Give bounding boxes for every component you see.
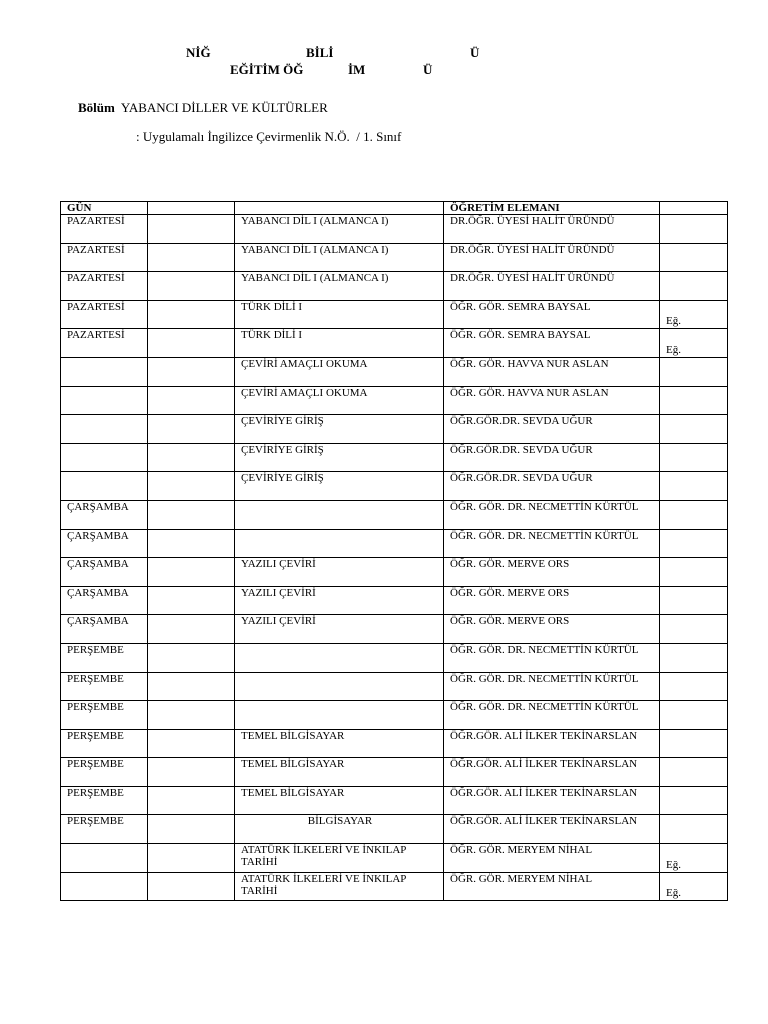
header-course — [235, 202, 444, 215]
row-instructor-cell: ÖĞR.GÖR. ALİ İLKER TEKİNARSLAN — [444, 729, 660, 758]
row-time-cell — [148, 272, 235, 301]
row-note-cell — [660, 500, 728, 529]
row-course-cell: TEMEL BİLGİSAYAR — [235, 786, 444, 815]
header-line2-part2: İM — [348, 62, 366, 77]
table-row — [61, 357, 728, 386]
row-instructor-cell: ÖĞR.GÖR. ALİ İLKER TEKİNARSLAN — [444, 815, 660, 844]
program-line: : Uygulamalı İngilizce Çevirmenlik N.Ö. / 1. Sınıf — [136, 129, 402, 144]
table-row — [61, 272, 728, 301]
row-course-cell: YAZILI ÇEVİRİ — [235, 558, 444, 587]
row-course-cell: TEMEL BİLGİSAYAR — [235, 729, 444, 758]
row-day-cell: ÇARŞAMBA — [61, 586, 148, 615]
row-time-cell — [148, 729, 235, 758]
row-course-cell — [235, 529, 444, 558]
table-row — [61, 558, 728, 587]
row-day-cell: PERŞEMBE — [61, 672, 148, 701]
row-note-cell — [660, 701, 728, 730]
row-note-cell — [660, 243, 728, 272]
row-course-cell: TÜRK DİLİ I — [235, 329, 444, 358]
table-header-row — [61, 202, 728, 215]
row-note-cell — [660, 472, 728, 501]
header-line1-part1: NİĞ — [186, 45, 211, 60]
row-note-cell — [660, 272, 728, 301]
table-row — [61, 243, 728, 272]
row-course-cell: YABANCI DİL I (ALMANCA I) — [235, 243, 444, 272]
row-instructor-cell: ÖĞR. GÖR. DR. NECMETTİN KÜRTÜL — [444, 701, 660, 730]
row-course-cell — [235, 672, 444, 701]
row-day-cell: PERŞEMBE — [61, 758, 148, 787]
row-course-cell: ATATÜRK İLKELERİ VE İNKILAP TARİHİ — [235, 844, 444, 873]
table-row — [61, 329, 728, 358]
row-time-cell — [148, 300, 235, 329]
row-time-cell — [148, 844, 235, 873]
table-row — [61, 786, 728, 815]
table-row — [61, 701, 728, 730]
row-course-cell — [235, 500, 444, 529]
row-note-cell — [660, 529, 728, 558]
row-course-cell: YABANCI DİL I (ALMANCA I) — [235, 215, 444, 244]
row-note-cell — [660, 672, 728, 701]
schedule-table — [60, 201, 728, 901]
row-instructor-cell: ÖĞR. GÖR. DR. NECMETTİN KÜRTÜL — [444, 643, 660, 672]
row-instructor-cell: ÖĞR. GÖR. MERVE ORS — [444, 558, 660, 587]
department-line — [78, 100, 328, 116]
row-time-cell — [148, 415, 235, 444]
row-instructor-cell: ÖĞR. GÖR. MERVE ORS — [444, 615, 660, 644]
table-row — [61, 615, 728, 644]
row-course-cell: ÇEVİRİ AMAÇLI OKUMA — [235, 386, 444, 415]
row-note-cell — [660, 643, 728, 672]
row-instructor-cell: ÖĞR. GÖR. MERVE ORS — [444, 586, 660, 615]
row-day-cell: PAZARTESİ — [61, 272, 148, 301]
row-instructor-cell: ÖĞR. GÖR. DR. NECMETTİN KÜRTÜL — [444, 500, 660, 529]
row-day-cell: ÇARŞAMBA — [61, 615, 148, 644]
row-time-cell — [148, 672, 235, 701]
row-time-cell — [148, 872, 235, 901]
table-row — [61, 500, 728, 529]
row-note-cell — [660, 844, 728, 873]
row-time-cell — [148, 443, 235, 472]
row-course-cell: BİLGİSAYAR — [235, 815, 444, 844]
row-day-cell: ÇARŞAMBA — [61, 500, 148, 529]
row-time-cell — [148, 558, 235, 587]
table-row — [61, 300, 728, 329]
row-time-cell — [148, 815, 235, 844]
row-day-cell — [61, 844, 148, 873]
row-course-cell: ÇEVİRİ AMAÇLI OKUMA — [235, 357, 444, 386]
row-time-cell — [148, 386, 235, 415]
row-day-cell: PERŞEMBE — [61, 729, 148, 758]
row-course-cell: ÇEVİRİYE GİRİŞ — [235, 443, 444, 472]
row-course-cell: YABANCI DİL I (ALMANCA I) — [235, 272, 444, 301]
row-day-cell: PERŞEMBE — [61, 643, 148, 672]
row-note-cell — [660, 558, 728, 587]
row-time-cell — [148, 529, 235, 558]
row-day-cell — [61, 472, 148, 501]
table-row — [61, 415, 728, 444]
header-instructor: ÖĞRETİM ELEMANI — [444, 202, 660, 215]
table-row — [61, 529, 728, 558]
row-instructor-cell: ÖĞR. GÖR. SEMRA BAYSAL — [444, 300, 660, 329]
row-day-cell: PAZARTESİ — [61, 215, 148, 244]
row-note-text: Eğ. — [666, 858, 681, 871]
row-instructor-cell: ÖĞR. GÖR. HAVVA NUR ASLAN — [444, 357, 660, 386]
row-day-cell: ÇARŞAMBA — [61, 558, 148, 587]
table-row — [61, 844, 728, 873]
row-note-cell — [660, 815, 728, 844]
row-course-cell — [235, 701, 444, 730]
row-note-cell — [660, 415, 728, 444]
table-row — [61, 472, 728, 501]
row-instructor-cell: ÖĞR. GÖR. MERYEM NİHAL — [444, 844, 660, 873]
department-value: YABANCI DİLLER VE KÜLTÜRLER — [120, 100, 328, 115]
schedule-body — [61, 202, 728, 901]
row-note-cell — [660, 357, 728, 386]
row-day-cell: PERŞEMBE — [61, 815, 148, 844]
row-time-cell — [148, 357, 235, 386]
row-time-cell — [148, 758, 235, 787]
row-instructor-cell: ÖĞR. GÖR. DR. NECMETTİN KÜRTÜL — [444, 529, 660, 558]
row-time-cell — [148, 643, 235, 672]
row-time-cell — [148, 615, 235, 644]
row-note-text: Eğ. — [666, 315, 681, 328]
row-course-cell: ATATÜRK İLKELERİ VE İNKILAP TARİHİ — [235, 872, 444, 901]
row-time-cell — [148, 215, 235, 244]
row-instructor-cell: DR.ÖĞR. ÜYESİ HALİT ÜRÜNDÜ — [444, 272, 660, 301]
row-instructor-cell: ÖĞR.GÖR.DR. SEVDA UĞUR — [444, 472, 660, 501]
row-note-text: Eğ. — [666, 887, 681, 900]
header-note — [660, 202, 728, 215]
row-instructor-cell: ÖĞR. GÖR. HAVVA NUR ASLAN — [444, 386, 660, 415]
row-instructor-cell: ÖĞR.GÖR.DR. SEVDA UĞUR — [444, 415, 660, 444]
row-day-cell: PAZARTESİ — [61, 300, 148, 329]
row-course-cell: YAZILI ÇEVİRİ — [235, 586, 444, 615]
table-row — [61, 758, 728, 787]
row-course-cell: TÜRK DİLİ I — [235, 300, 444, 329]
row-day-cell — [61, 872, 148, 901]
row-note-cell — [660, 615, 728, 644]
row-note-cell — [660, 758, 728, 787]
row-instructor-cell: DR.ÖĞR. ÜYESİ HALİT ÜRÜNDÜ — [444, 243, 660, 272]
row-day-cell: PERŞEMBE — [61, 786, 148, 815]
row-note-cell — [660, 443, 728, 472]
row-instructor-cell: ÖĞR. GÖR. SEMRA BAYSAL — [444, 329, 660, 358]
table-row — [61, 872, 728, 901]
row-note-cell — [660, 586, 728, 615]
header-line2-part1: EĞİTİM ÖĞ — [230, 62, 304, 77]
header-line1-part3: Ü — [470, 45, 480, 60]
table-row — [61, 672, 728, 701]
header-time — [148, 202, 235, 215]
row-time-cell — [148, 786, 235, 815]
row-day-cell: ÇARŞAMBA — [61, 529, 148, 558]
row-course-cell — [235, 643, 444, 672]
table-row — [61, 386, 728, 415]
row-note-cell — [660, 329, 728, 358]
row-day-cell — [61, 386, 148, 415]
row-instructor-cell: ÖĞR.GÖR.DR. SEVDA UĞUR — [444, 443, 660, 472]
row-note-cell — [660, 386, 728, 415]
row-instructor-cell: DR.ÖĞR. ÜYESİ HALİT ÜRÜNDÜ — [444, 215, 660, 244]
row-time-cell — [148, 329, 235, 358]
row-day-cell: PAZARTESİ — [61, 329, 148, 358]
row-note-text: Eğ. — [666, 343, 681, 356]
row-instructor-cell: ÖĞR.GÖR. ALİ İLKER TEKİNARSLAN — [444, 786, 660, 815]
row-course-cell: ÇEVİRİYE GİRİŞ — [235, 415, 444, 444]
row-time-cell — [148, 243, 235, 272]
row-time-cell — [148, 586, 235, 615]
table-row — [61, 215, 728, 244]
row-course-cell: ÇEVİRİYE GİRİŞ — [235, 472, 444, 501]
table-row — [61, 815, 728, 844]
header-line1-part2: BİLİ — [306, 45, 334, 60]
row-note-cell — [660, 872, 728, 901]
row-course-cell: YAZILI ÇEVİRİ — [235, 615, 444, 644]
row-time-cell — [148, 500, 235, 529]
table-row — [61, 443, 728, 472]
row-note-cell — [660, 786, 728, 815]
row-day-cell — [61, 443, 148, 472]
row-instructor-cell: ÖĞR. GÖR. DR. NECMETTİN KÜRTÜL — [444, 672, 660, 701]
department-label: Bölüm — [78, 100, 115, 115]
table-row — [61, 586, 728, 615]
row-course-cell: TEMEL BİLGİSAYAR — [235, 758, 444, 787]
row-day-cell — [61, 415, 148, 444]
row-note-cell — [660, 215, 728, 244]
header-line2-part3: Ü — [423, 62, 433, 77]
row-day-cell: PERŞEMBE — [61, 701, 148, 730]
table-row — [61, 729, 728, 758]
row-instructor-cell: ÖĞR.GÖR. ALİ İLKER TEKİNARSLAN — [444, 758, 660, 787]
header-day: GÜN — [61, 202, 148, 215]
row-day-cell: PAZARTESİ — [61, 243, 148, 272]
row-note-cell — [660, 300, 728, 329]
row-instructor-cell: ÖĞR. GÖR. MERYEM NİHAL — [444, 872, 660, 901]
row-time-cell — [148, 472, 235, 501]
row-day-cell — [61, 357, 148, 386]
row-time-cell — [148, 701, 235, 730]
row-note-cell — [660, 729, 728, 758]
table-row — [61, 643, 728, 672]
